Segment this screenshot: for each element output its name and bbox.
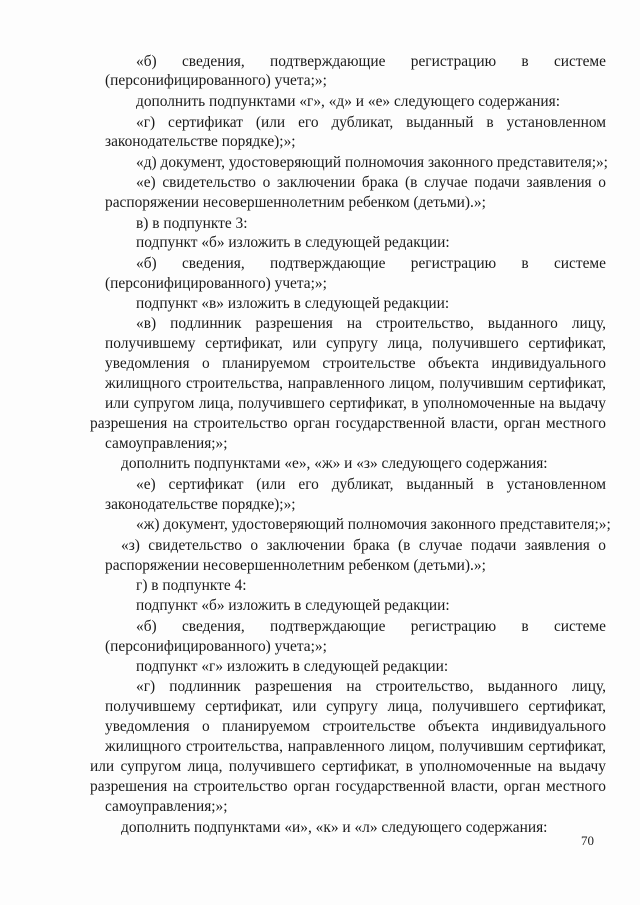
- document-line: самоуправления;»;: [105, 798, 228, 815]
- document-line: подпункт «б» изложить в следующей редакции:: [136, 597, 450, 614]
- document-line: дополнить подпунктами «и», «к» и «л» следующего содержания:: [121, 819, 548, 836]
- document-line: законодательстве порядке);»;: [105, 496, 296, 513]
- document-line: г) в подпункте 4:: [136, 577, 247, 594]
- document-line: самоуправления;»;: [105, 435, 228, 452]
- document-line: дополнить подпунктами «г», «д» и «е» следующего содержания:: [136, 93, 561, 110]
- document-line: «в) подлинник разрешения на строительство, выданного лицу,: [136, 315, 606, 332]
- document-line: (персонифицированного) учета;»;: [105, 275, 327, 292]
- document-line: «г) сертификат (или его дубликат, выданный в установленном: [136, 114, 606, 131]
- document-line: или супругом лица, получившего сертификат, в уполномоченные на выдачу: [90, 758, 606, 775]
- document-line: уведомления о планируемом строительстве объекта индивидуального: [105, 718, 606, 735]
- document-line: в) в подпункте 3:: [136, 215, 248, 232]
- document-line: «е) сертификат (или его дубликат, выданный в установленном: [136, 476, 606, 493]
- document-line: «д) документ, удостоверяющий полномочия законного представителя;»;: [136, 154, 608, 171]
- document-line: получившему сертификат, или супругу лица, получившего сертификат,: [105, 698, 606, 715]
- document-line: законодательстве порядке);»;: [105, 133, 296, 150]
- document-line: разрешения на строительство орган государственной власти, орган местного: [90, 415, 606, 432]
- document-line: жилищного строительства, направленного лицом, получившим сертификат,: [105, 375, 606, 392]
- document-line: «е) свидетельство о заключении брака (в случае подачи заявления о: [136, 174, 606, 191]
- document-line: «ж) документ, удостоверяющий полномочия законного представителя;»;: [136, 516, 611, 533]
- document-line: (персонифицированного) учета;»;: [105, 638, 327, 655]
- document-line: распоряжении несовершеннолетним ребенком (детьми).»;: [105, 557, 486, 574]
- document-line: «б) сведения, подтверждающие регистрацию в системе: [136, 618, 606, 635]
- document-line: «з) свидетельство о заключении брака (в случае подачи заявления о: [121, 537, 606, 554]
- document-line: «б) сведения, подтверждающие регистрацию в системе: [136, 255, 606, 272]
- document-line: уведомления о планируемом строительстве объекта индивидуального: [105, 355, 606, 372]
- document-line: дополнить подпунктами «е», «ж» и «з» следующего содержания:: [121, 455, 548, 472]
- document-line: получившему сертификат, или супругу лица, получившего сертификат,: [105, 335, 606, 352]
- document-line: подпункт «б» изложить в следующей редакции:: [136, 234, 450, 251]
- document-line: жилищного строительства, направленного лицом, получившим сертификат,: [105, 738, 606, 755]
- document-line: «б) сведения, подтверждающие регистрацию в системе: [136, 53, 606, 70]
- document-line: подпункт «г» изложить в следующей редакции:: [136, 658, 449, 675]
- document-line: «г) подлинник разрешения на строительство, выданного лицу,: [136, 678, 606, 695]
- document-line: распоряжении несовершеннолетним ребенком (детьми).»;: [105, 194, 486, 211]
- document-line: или супругом лица, получившего сертификат, в уполномоченные на выдачу: [105, 395, 606, 412]
- document-line: разрешения на строительство орган государственной власти, орган местного: [90, 778, 606, 795]
- page-number: 70: [581, 833, 594, 848]
- document-line: (персонифицированного) учета;»;: [105, 72, 327, 89]
- document-line: подпункт «в» изложить в следующей редакции:: [136, 295, 450, 312]
